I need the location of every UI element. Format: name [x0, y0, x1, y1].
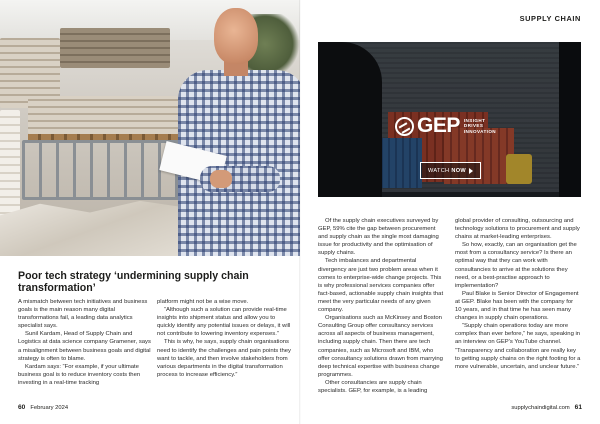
tagline-line: DRIVES — [463, 123, 484, 129]
play-arrow-icon — [469, 168, 473, 174]
paragraph: platform might not be a wise move. — [157, 299, 249, 305]
paragraph: Sunil Kardam, Head of Supply Chain and Logistics at data science company Gramener, says a misalignment between business goals and digital strategy is often to blame. — [18, 331, 151, 362]
gep-brand: GEP — [417, 114, 460, 137]
paragraph: “Although such a solution can provide real-time insights into shipment status and allow you to quickly identify any potential issues or delays, it will not contribute to lowering inventory expenses.” — [157, 307, 291, 338]
paragraph: Of the supply chain executives surveyed by GEP, 59% cite the gap between procurement and supply chain as the single most damaging issue for productivity and the optimisation of supply chains. — [318, 218, 439, 257]
paragraph: Paul Blake is Senior Director of Engagement at GEP. Blake has been with the company for 10 years, and in that time he has seen many changes in supply chain operations. — [455, 290, 579, 322]
man-head — [214, 8, 258, 64]
stone-stack — [60, 28, 170, 68]
stone-stack — [0, 110, 20, 220]
right-column-1 — [318, 217, 444, 395]
watch-label: WATCH — [428, 167, 450, 174]
paragraph: Tech imbalances and departmental divergency are just two problem areas when it comes to enterprise-wide change projects. This is why professional services companies offer fact-based, actionable supply chain insights that meet the very particular needs of any given company. — [318, 258, 444, 314]
right-column-2 — [455, 217, 581, 371]
tagline-line: INNOVATION — [463, 128, 497, 134]
tagline-line: INSIGHT — [463, 117, 486, 123]
paragraph: Other consultancies are supply chain specialists. GEP, for example, is a leading — [318, 379, 428, 394]
paragraph: A mismatch between tech initiatives and business goals is the main reason many digital transformations fail, a leading data analytics specialist says. — [18, 299, 148, 330]
video-thumbnail[interactable] — [318, 42, 581, 197]
paragraph: global provider of consulting, outsourcing and technology solutions to procurement and supply chains at market-leading enterprises. — [455, 218, 580, 241]
paragraph: So how, exactly, can an organisation get the most from a consultancy service? Is there an optimal way that they can work with consultancies to arrive at the solutions they need, or a best-practise approach to implementation? — [455, 242, 577, 289]
gep-tagline — [464, 118, 496, 134]
left-column-2 — [157, 298, 291, 379]
stone-stack — [28, 96, 178, 134]
gep-logo — [395, 114, 496, 138]
watch-now-label: NOW — [451, 167, 466, 174]
right-folio — [511, 404, 582, 411]
site-url[interactable]: supplychaindigital.com — [511, 405, 570, 411]
warehouse-photo — [0, 0, 300, 256]
man-hand — [210, 170, 232, 188]
paragraph: Kardam says: “For example, if your ultimate business goal is to reduce inventory costs then investing in a real-time tracking — [18, 363, 141, 386]
left-folio — [18, 404, 68, 411]
paragraph: Organisations such as McKinsey and Boston Consulting Group offer consultancy services across all aspects of business management, including supply chain. Then there are tech companies, such as Microsoft and IBM, who offer consultancy solutions drawn from marrying deep technical expertise with business change programmes. — [318, 315, 443, 378]
paragraph: “Supply chain operations today are more complex than ever before,” he says, speaking in an interview on GEP’s YouTube channel. “Transparency and collaboration are really key to getting supply chains on the right footing for a more vulnerable, uncertain, and unclear future.” — [455, 323, 581, 370]
paragraph: This is why, he says, supply chain organisations need to identify the challenges and pain points they want to tackle, and then involve stakeholders from various departments in the digital transformation process to increase efficiency.” — [157, 339, 291, 378]
watch-now-button[interactable] — [420, 162, 481, 179]
issue-date: February 2024 — [30, 405, 69, 411]
article-headline: Poor tech strategy ‘undermining supply chain transformation’ — [18, 270, 249, 294]
man-with-clipboard — [170, 8, 300, 256]
gep-logo-icon — [395, 117, 414, 136]
page-number: 60 — [18, 404, 26, 411]
page-number: 61 — [574, 404, 582, 411]
left-column-1 — [18, 298, 152, 387]
section-label: SUPPLY CHAIN — [519, 14, 581, 23]
page-gutter — [299, 0, 301, 424]
